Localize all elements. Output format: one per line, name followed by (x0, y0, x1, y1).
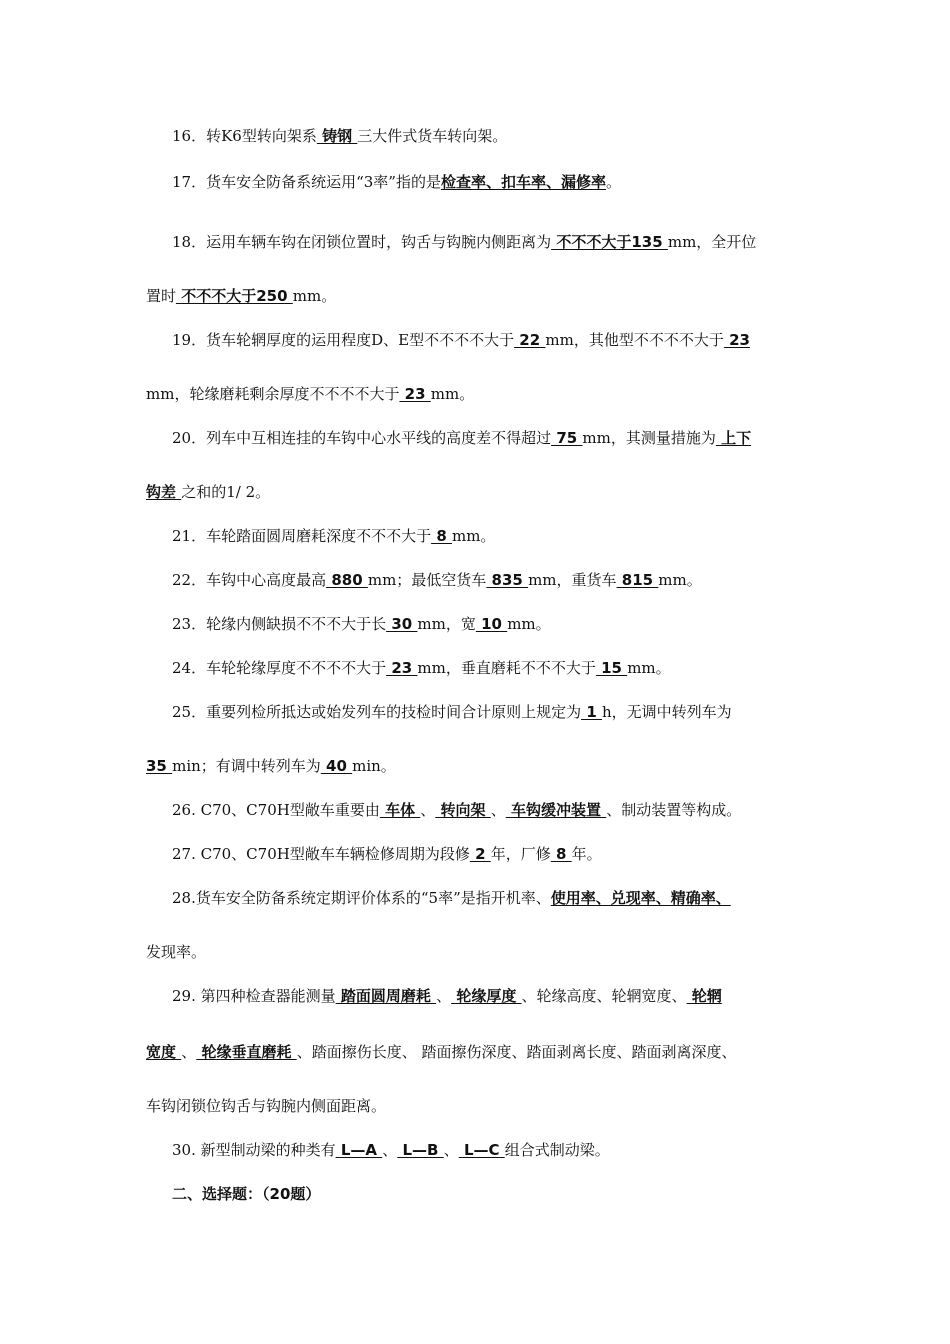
answer: 8 (431, 527, 452, 545)
answer: 8 (550, 845, 572, 863)
answer: 10 (475, 615, 508, 633)
answer: 踏面圆周磨耗 (335, 987, 437, 1005)
answer: 815 (616, 571, 659, 589)
question-22: 22．车钩中心高度最高 880 mm；最低空货车 835 mm，重货车 815 mm。 (172, 571, 702, 589)
question-18: 18．运用车辆车钩在闭锁位置时，钩舌与钩腕内侧距离为 不不不大于135 mm，全开位 (172, 233, 757, 251)
question-17: 17．货车安全防备系统运用“3率”指的是检查率、扣车率、漏修率。 (172, 173, 622, 191)
answer: 1 (581, 703, 602, 721)
answer: 转向架 (435, 801, 491, 819)
answer: L—B (397, 1141, 444, 1159)
question-30: 30. 新型制动梁的种类有 L—A 、 L—B 、 L—C 组合式制动梁。 (172, 1141, 610, 1159)
question-29-cont2: 车钩闭锁位钩舌与钩腕内侧面距离。 (146, 1097, 387, 1115)
answer: 上下 (715, 429, 752, 447)
answer: 轮缘厚度 (451, 987, 522, 1005)
question-27: 27. C70、C70H型敞车车辆检修周期为段修 2 年，厂修 8 年。 (172, 845, 602, 863)
answer: 不不不大于135 (551, 233, 668, 251)
question-29-cont: 宽度 、 轮缘垂直磨耗 、踏面擦伤长度、 踏面擦伤深度、踏面剥离长度、踏面剥离深度、 (146, 1043, 737, 1061)
answer: 轮辋 (686, 987, 722, 1005)
answer: 23 (399, 385, 431, 403)
question-29: 29. 第四种检查器能测量 踏面圆周磨耗 、 轮缘厚度 、轮缘高度、轮辋宽度、 轮辋 (172, 987, 722, 1005)
answer: 22 (514, 331, 546, 349)
answer: 23 (386, 659, 418, 677)
question-19-cont: mm，轮缘磨耗剩余厚度不不不不大于 23 mm。 (146, 385, 475, 403)
answer: 钩差 (146, 483, 182, 501)
question-25-cont: 35 min；有调中转列车为 40 min。 (146, 757, 396, 775)
answer: 23 (723, 331, 750, 349)
question-24: 24．车轮轮缘厚度不不不不大于 23 mm，垂直磨耗不不不大于 15 mm。 (172, 659, 671, 677)
answer: 使用率、兑现率、精确率、 (550, 889, 731, 907)
answer: 15 (595, 659, 628, 677)
answer: L—A (335, 1141, 383, 1159)
answer: 车钩缓冲装置 (505, 801, 607, 819)
answer: 车体 (379, 801, 421, 819)
answer: 轮缘垂直磨耗 (196, 1043, 297, 1061)
question-25: 25．重要列检所抵达或始发列车的技检时间合计原则上规定为 1 h，无调中转列车为 (172, 703, 732, 721)
answer: 2 (469, 845, 491, 863)
answer: 检查率、扣车率、漏修率 (440, 173, 606, 191)
answer: 75 (551, 429, 583, 447)
answer: L—C (458, 1141, 505, 1159)
question-28: 28.货车安全防备系统定期评价体系的“5率”是指开机率、使用率、兑现率、精确率、 (172, 889, 731, 907)
answer: 铸钢 (316, 127, 358, 145)
answer: 30 (386, 615, 418, 633)
question-19: 19．货车轮辋厚度的运用程度D、E型不不不不大于 22 mm，其他型不不不不大于 23 (172, 331, 750, 349)
question-28-cont: 发现率。 (146, 943, 207, 961)
section-heading: 二、选择题：（20题） (172, 1185, 321, 1203)
question-18-cont: 置时 不不不大于250 mm。 (146, 287, 337, 305)
answer: 35 (146, 757, 173, 775)
question-23: 23．轮缘内侧缺损不不不大于长 30 mm，宽 10 mm。 (172, 615, 551, 633)
question-26: 26. C70、C70H型敞车重要由 车体 、 转向架 、 车钩缓冲装置 、制动装置等构成。 (172, 801, 742, 819)
question-21: 21．车轮踏面圆周磨耗深度不不不大于 8 mm。 (172, 527, 496, 545)
answer: 835 (486, 571, 529, 589)
answer: 不不不大于250 (176, 287, 293, 305)
answer: 880 (326, 571, 368, 589)
answer: 40 (320, 757, 353, 775)
question-20: 20．列车中互相连挂的车钩中心水平线的高度差不得超过 75 mm，其测量措施为 上下 (172, 429, 752, 447)
answer: 宽度 (146, 1043, 182, 1061)
question-16: 16．转K6型转向架系 铸钢 三大件式货车转向架。 (172, 127, 508, 145)
question-20-cont: 钩差 之和的1/ 2。 (146, 483, 271, 501)
